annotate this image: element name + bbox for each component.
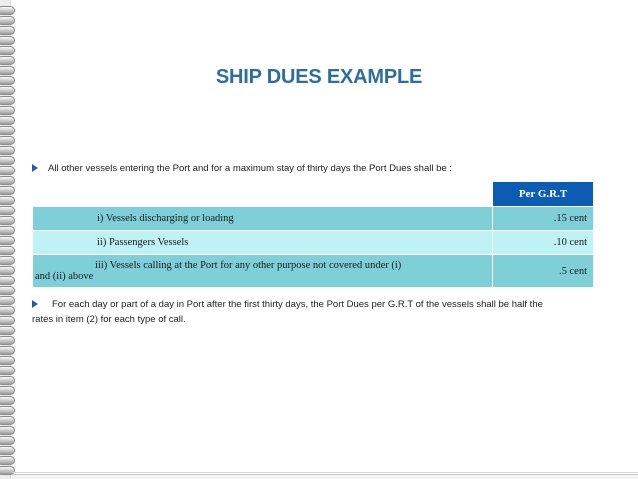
intro-bullet [32,163,452,174]
note-bullet [32,297,592,327]
binder-ring-icon [0,346,15,355]
binder-ring-icon [0,396,15,405]
binder-ring-icon [0,6,15,15]
table-header-blank [33,182,493,207]
binder-ring-icon [0,36,15,45]
table-row-value: .10 cent [493,231,594,255]
table-row-label: i) Vessels discharging or loading [33,207,493,231]
table-row-label: ii) Passengers Vessels [33,231,493,255]
binder-ring-icon [0,306,15,315]
binder-ring-icon [0,146,15,155]
binder-ring-icon [0,386,15,395]
binder-ring-icon [0,126,15,135]
binder-ring-icon [0,156,15,165]
binder-ring-icon [0,336,15,345]
binder-ring-icon [0,26,15,35]
table-row-label-line1: iii) Vessels calling at the Port for any other purpose not covered under (i) [95,260,402,271]
intro-text: All other vessels entering the Port and for a maximum stay of thirty days the Port Dues shall be : [48,163,452,174]
binder-ring-icon [0,176,15,185]
page-stack-edge [12,474,638,479]
binder-ring-icon [0,206,15,215]
table-row-label-line2: and (ii) above [35,271,94,282]
binder-ring-icon [0,16,15,25]
table-row-label [33,255,493,288]
binder-ring-icon [0,436,15,445]
binder-ring-icon [0,96,15,105]
binder-ring-icon [0,246,15,255]
port-dues-table [32,181,594,288]
binder-ring-icon [0,46,15,55]
table-row-value: .15 cent [493,207,594,231]
table-row-value: .5 cent [493,255,594,288]
binder-ring-icon [0,406,15,415]
binder-ring-icon [0,256,15,265]
binder-ring-icon [0,166,15,175]
binder-ring-icon [0,456,15,465]
binder-ring-icon [0,416,15,425]
table-header-per-grt: Per G.R.T [493,182,594,207]
binder-ring-icon [0,446,15,455]
binder-ring-icon [0,56,15,65]
binder-ring-icon [0,186,15,195]
note-text-line1: For each day or part of a day in Port after the first thirty days, the Port Dues per G.R.T of the vessels shall be half the [52,299,543,310]
binder-ring-icon [0,136,15,145]
binder-ring-icon [0,196,15,205]
binder-ring-icon [0,316,15,325]
binder-ring-icon [0,106,15,115]
binder-ring-icon [0,376,15,385]
binder-ring-icon [0,296,15,305]
binder-ring-icon [0,366,15,375]
binder-ring-icon [0,356,15,365]
bullet-arrow-icon [32,300,38,308]
binder-ring-icon [0,276,15,285]
bullet-arrow-icon [32,164,38,172]
binder-ring-icon [0,216,15,225]
slide-title: SHIP DUES EXAMPLE [215,66,423,88]
binder-ring-icon [0,286,15,295]
binder-ring-icon [0,326,15,335]
note-text-line2: rates in item (2) for each type of call. [32,314,186,325]
binder-ring-icon [0,426,15,435]
binder-ring-icon [0,236,15,245]
binder-ring-icon [0,266,15,275]
binder-ring-icon [0,116,15,125]
binder-ring-icon [0,226,15,235]
